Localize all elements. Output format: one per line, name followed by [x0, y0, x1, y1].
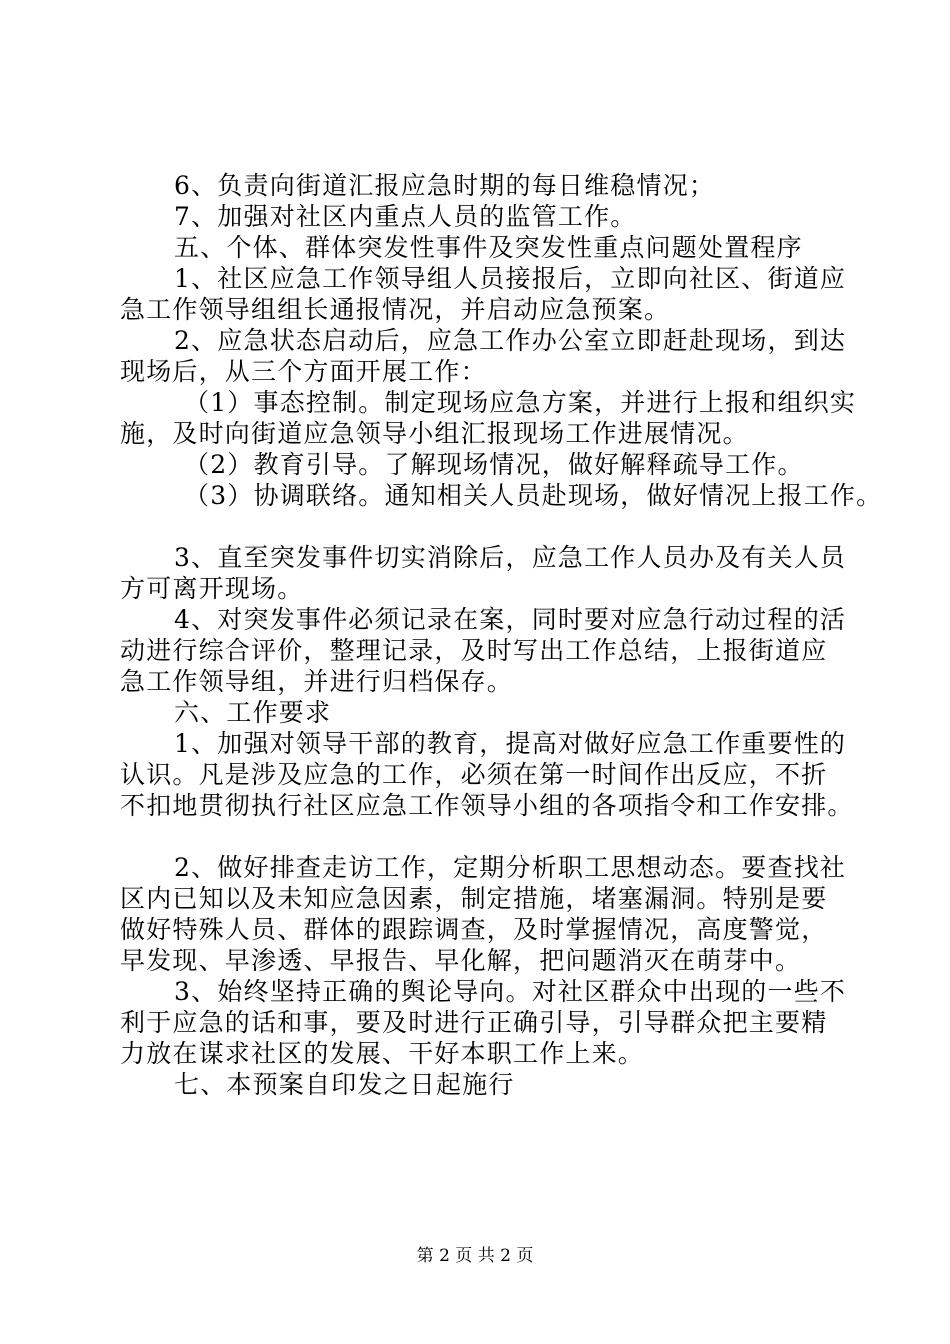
page-number-footer: 第 2 页 共 2 页 [416, 1246, 534, 1266]
paragraph-line: 1、社区应急工作领导组人员接报后，立即向社区、街道应 [174, 264, 847, 293]
blank-line [120, 511, 850, 542]
paragraph-line: 做好特殊人员、群体的跟踪调查，及时掌握情况，高度警觉， [120, 915, 828, 944]
paragraph-line: 方可离开现场。 [120, 574, 304, 603]
list-item-7: 7、加强对社区内重点人员的监管工作。 [174, 202, 637, 231]
paragraph-line: 施，及时向街道应急领导小组汇报现场工作进展情况。 [120, 419, 749, 448]
paragraph-line: （1）事态控制。制定现场应急方案，并进行上报和组织实 [184, 388, 857, 417]
document-body [120, 170, 883, 1100]
paragraph-line: 不扣地贯彻执行社区应急工作领导小组的各项指令和工作安排。 [120, 791, 854, 820]
section-heading-7: 七、本预案自印发之日起施行 [174, 1070, 515, 1099]
paragraph-line: 利于应急的话和事，要及时进行正确引导，引导群众把主要精 [120, 1008, 828, 1037]
paragraph-line: 2、应急状态启动后，应急工作办公室立即赶赴现场，到达 [174, 326, 847, 355]
paragraph-line: （3）协调联络。通知相关人员赴现场，做好情况上报工作。 [184, 481, 883, 510]
paragraph-line: （2）教育引导。了解现场情况，做好解释疏导工作。 [184, 450, 804, 479]
paragraph-line: 现场后，从三个方面开展工作： [120, 357, 487, 386]
section-heading-6: 六、工作要求 [174, 698, 332, 727]
paragraph-line: 区内已知以及未知应急因素，制定措施，堵塞漏洞。特别是要 [120, 884, 828, 913]
paragraph-line: 2、做好排查走访工作，定期分析职工思想动态。要查找社 [174, 853, 847, 882]
paragraph-line: 4、对突发事件必须记录在案，同时要对应急行动过程的活 [174, 605, 847, 634]
paragraph-line: 力放在谋求社区的发展、干好本职工作上来。 [120, 1039, 645, 1068]
paragraph-line: 1、加强对领导干部的教育，提高对做好应急工作重要性的 [174, 729, 847, 758]
section-heading-5: 五、个体、群体突发性事件及突发性重点问题处置程序 [174, 233, 803, 262]
paragraph-line: 3、始终坚持正确的舆论导向。对社区群众中出现的一些不 [174, 977, 847, 1006]
paragraph-line: 早发现、早渗透、早报告、早化解，把问题消灭在萌芽中。 [120, 946, 802, 975]
paragraph-line: 认识。凡是涉及应急的工作，必须在第一时间作出反应，不折 [120, 760, 828, 789]
paragraph-line: 急工作领导组，并进行归档保存。 [120, 667, 514, 696]
paragraph-line: 急工作领导组组长通报情况，并启动应急预案。 [120, 295, 671, 324]
list-item-6: 6、负责向街道汇报应急时期的每日维稳情况； [174, 171, 716, 200]
paragraph-line: 动进行综合评价，整理记录，及时写出工作总结，上报街道应 [120, 636, 828, 665]
paragraph-line: 3、直至突发事件切实消除后，应急工作人员办及有关人员 [174, 543, 847, 572]
blank-line [120, 821, 850, 852]
